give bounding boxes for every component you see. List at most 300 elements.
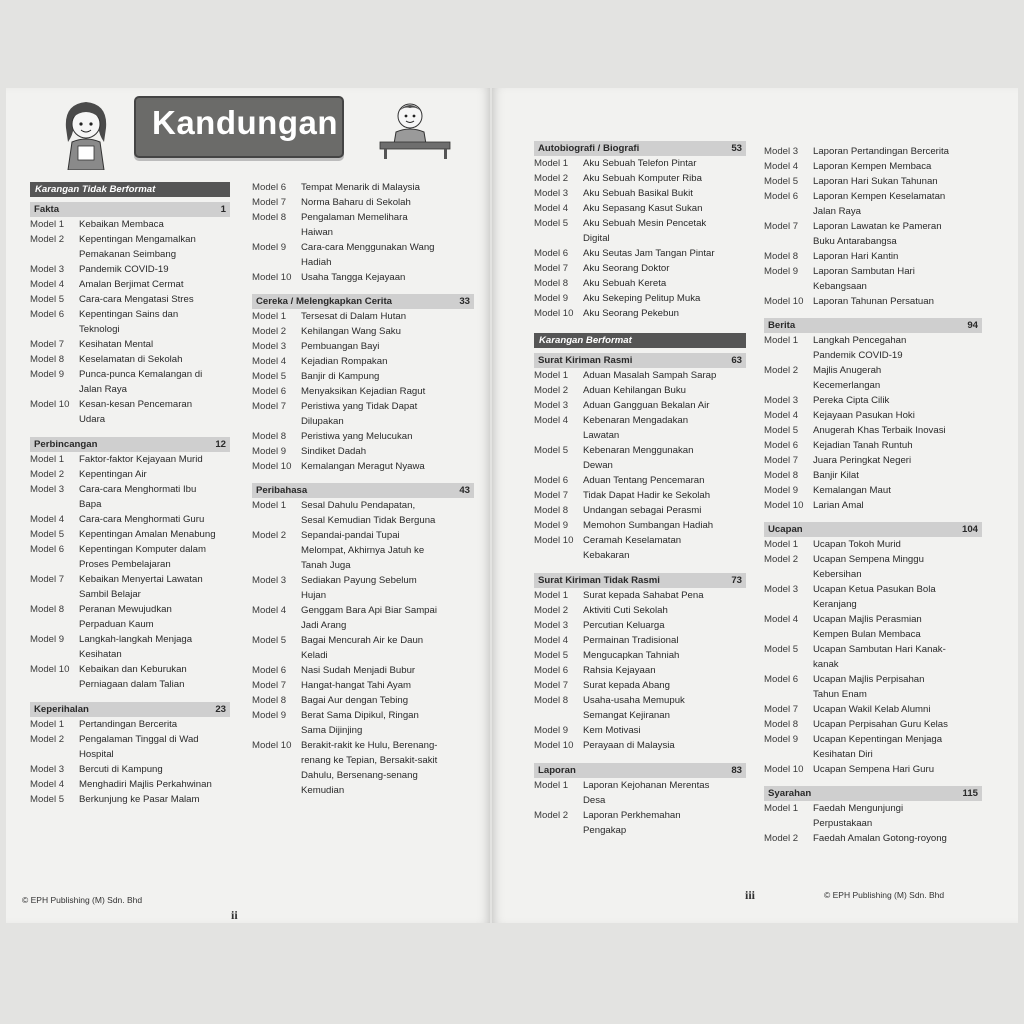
toc-entry — [30, 397, 230, 427]
toc-section-peribahasa — [252, 483, 474, 798]
toc-entry — [252, 180, 474, 195]
toc-entry — [30, 732, 230, 762]
toc-entry — [252, 270, 474, 285]
toc-entry — [534, 663, 746, 678]
model-label: Model 7 — [252, 197, 287, 208]
section-header: Keperihalan 23 — [30, 702, 230, 717]
toc-entry — [534, 201, 746, 216]
toc-section-perbincangan — [30, 437, 230, 692]
entry-title: Kehilangan Wang Saku — [301, 326, 401, 337]
toc-section-cereka — [252, 294, 474, 474]
toc-entry — [30, 367, 230, 397]
toc-entry — [534, 186, 746, 201]
entry-title: Surat kepada Abang — [583, 680, 670, 691]
model-label: Model 4 — [30, 279, 65, 290]
entry-title: Pemakanan Seimbang — [79, 249, 177, 260]
section-page: 104 — [961, 524, 978, 535]
entry-title: Perayaan di Malaysia — [583, 740, 675, 751]
toc-entry — [764, 762, 982, 777]
toc-entry — [30, 632, 230, 662]
page-title: Kandungan — [152, 104, 338, 141]
entry-title: Usaha-usaha Memupuk — [583, 695, 685, 706]
toc-entry — [764, 363, 982, 393]
model-label: Model 10 — [30, 399, 70, 410]
toc-entry — [534, 488, 746, 503]
model-label: Model 2 — [30, 734, 65, 745]
model-label: Model 2 — [534, 810, 569, 821]
entry-title: Berakit-rakit ke Hulu, Berenang- — [301, 740, 438, 751]
entry-title: Langkah Pencegahan — [813, 335, 907, 346]
entry-title: Kemalangan Meragut Nyawa — [301, 461, 425, 472]
model-label: Model 9 — [252, 446, 287, 457]
model-label: Model 7 — [764, 455, 799, 466]
model-label: Model 2 — [30, 234, 65, 245]
toc-entry — [534, 518, 746, 533]
model-label: Model 4 — [764, 614, 799, 625]
entry-title: Teknologi — [79, 324, 120, 335]
model-label: Model 5 — [534, 218, 569, 229]
model-label: Model 2 — [764, 833, 799, 844]
entry-title: Usaha Tangga Kejayaan — [301, 272, 406, 283]
model-label: Model 7 — [30, 339, 65, 350]
toc-section-fakta — [30, 202, 230, 427]
toc-entry — [764, 612, 982, 642]
entry-title: Aduan Tentang Pencemaran — [583, 475, 705, 486]
model-label: Model 7 — [534, 680, 569, 691]
model-label: Model 2 — [30, 469, 65, 480]
section-page: 1 — [220, 204, 226, 215]
toc-entry — [30, 717, 230, 732]
model-label: Model 3 — [252, 341, 287, 352]
entry-title: Tahun Enam — [813, 689, 867, 700]
model-label: Model 7 — [252, 401, 287, 412]
entry-title: Laporan Kempen Keselamatan — [813, 191, 946, 202]
model-label: Model 5 — [764, 644, 799, 655]
entry-title: Dilupakan — [301, 416, 344, 427]
model-label: Model 6 — [30, 544, 65, 555]
toc-entry — [30, 482, 230, 512]
entry-title: Aku Sebuah Komputer Riba — [583, 173, 702, 184]
entry-title: Aku Sebuah Mesin Pencetak — [583, 218, 707, 229]
toc-entry — [764, 219, 982, 249]
toc-entry — [252, 738, 474, 798]
entry-title: Aku Seutas Jam Tangan Pintar — [583, 248, 715, 259]
section-page: 43 — [459, 485, 470, 496]
entry-title: Bercuti di Kampung — [79, 764, 163, 775]
toc-entry — [30, 572, 230, 602]
model-label: Model 10 — [534, 535, 574, 546]
entry-title: Ucapan Sambutan Hari Kanak- — [813, 644, 946, 655]
entry-title: Banjir Kilat — [813, 470, 859, 481]
model-label: Model 8 — [30, 604, 65, 615]
entry-title: Kejadian Tanah Runtuh — [813, 440, 913, 451]
entry-title: Pereka Cipta Cilik — [813, 395, 890, 406]
toc-entry — [252, 459, 474, 474]
model-label: Model 7 — [534, 263, 569, 274]
entry-title: Ucapan Kepentingan Menjaga — [813, 734, 943, 745]
entry-title: Laporan Lawatan ke Pameran — [813, 221, 942, 232]
entry-title: Jadi Arang — [301, 620, 347, 631]
section-page: 94 — [967, 320, 978, 331]
entry-title: Semangat Kejiranan — [583, 710, 670, 721]
model-label: Model 5 — [534, 445, 569, 456]
toc-entry — [764, 438, 982, 453]
toc-entry — [252, 633, 474, 663]
entry-title: Pengalaman Memelihara — [301, 212, 408, 223]
entry-title: Banjir di Kampung — [301, 371, 380, 382]
section-page: 83 — [731, 765, 742, 776]
toc-entry — [764, 393, 982, 408]
entry-title: Digital — [583, 233, 610, 244]
toc-entry — [764, 144, 982, 159]
model-label: Model 3 — [534, 400, 569, 411]
entry-title: Dewan — [583, 460, 613, 471]
model-label: Model 2 — [764, 365, 799, 376]
entry-title: Pertandingan Bercerita — [79, 719, 178, 730]
toc-section-keperihalan-cont — [252, 180, 474, 285]
entry-title: Laporan Hari Kantin — [813, 251, 899, 262]
entry-title: Aduan Kehilangan Buku — [583, 385, 686, 396]
toc-entry — [764, 552, 982, 582]
toc-entry — [764, 702, 982, 717]
model-label: Model 9 — [764, 734, 799, 745]
toc-entry — [252, 498, 474, 528]
entry-title: Kesihatan — [79, 649, 122, 660]
entry-title: Kempen Bulan Membaca — [813, 629, 921, 640]
toc-entry — [534, 216, 746, 246]
toc-entry — [534, 588, 746, 603]
model-label: Model 9 — [252, 242, 287, 253]
toc-entry — [30, 217, 230, 232]
toc-entry — [30, 777, 230, 792]
section-header: Perbincangan 12 — [30, 437, 230, 452]
entry-title: Kepentingan Mengamalkan — [79, 234, 196, 245]
toc-entry — [534, 603, 746, 618]
entry-title: Mengucapkan Tahniah — [583, 650, 680, 661]
toc-column-1 — [30, 182, 230, 809]
toc-entry — [252, 384, 474, 399]
toc-entry — [764, 453, 982, 468]
entry-title: Kebenaran Mengadakan — [583, 415, 689, 426]
model-label: Model 1 — [30, 219, 65, 230]
model-label: Model 10 — [252, 461, 292, 472]
toc-section-tidak-rasmi — [534, 573, 746, 753]
entry-title: Ucapan Ketua Pasukan Bola — [813, 584, 936, 595]
toc-entry — [30, 352, 230, 367]
copyright-footer-right: © EPH Publishing (M) Sdn. Bhd — [824, 890, 945, 900]
entry-title: Laporan Hari Sukan Tahunan — [813, 176, 938, 187]
toc-entry — [764, 483, 982, 498]
toc-entry — [252, 195, 474, 210]
section-header: Cereka / Melengkapkan Cerita 33 — [252, 294, 474, 309]
entry-title: Tidak Dapat Hadir ke Sekolah — [583, 490, 711, 501]
model-label: Model 1 — [252, 500, 287, 511]
entry-title: Ucapan Majlis Perasmian — [813, 614, 922, 625]
model-label: Model 3 — [534, 188, 569, 199]
model-label: Model 8 — [764, 251, 799, 262]
model-label: Model 10 — [30, 664, 70, 675]
toc-entry — [252, 339, 474, 354]
entry-title: Kebangsaan — [813, 281, 867, 292]
group-header-tidak-berformat: Karangan Tidak Berformat — [30, 182, 230, 197]
toc-column-2 — [252, 180, 474, 800]
section-page: 33 — [459, 296, 470, 307]
toc-entry — [252, 444, 474, 459]
model-label: Model 1 — [30, 454, 65, 465]
entry-title: Sambil Belajar — [79, 589, 141, 600]
toc-entry — [764, 174, 982, 189]
toc-entry — [764, 264, 982, 294]
model-label: Model 9 — [534, 725, 569, 736]
entry-title: Aduan Gangguan Bekalan Air — [583, 400, 710, 411]
entry-title: Laporan Perkhemahan — [583, 810, 681, 821]
model-label: Model 10 — [764, 296, 804, 307]
toc-section-laporan — [534, 763, 746, 838]
entry-title: Sindiket Dadah — [301, 446, 367, 457]
model-label: Model 4 — [534, 635, 569, 646]
entry-title: Pembuangan Bayi — [301, 341, 380, 352]
entry-title: Aduan Masalah Sampah Sarap — [583, 370, 717, 381]
section-header: Peribahasa 43 — [252, 483, 474, 498]
toc-entry — [534, 306, 746, 321]
entry-title: Laporan Tahunan Persatuan — [813, 296, 934, 307]
toc-entry — [764, 468, 982, 483]
toc-entry — [252, 354, 474, 369]
model-label: Model 4 — [534, 415, 569, 426]
entry-title: Kejadian Rompakan — [301, 356, 388, 367]
toc-entry — [764, 159, 982, 174]
model-label: Model 6 — [534, 248, 569, 259]
entry-title: Proses Pembelajaran — [79, 559, 171, 570]
left-page — [6, 88, 490, 923]
entry-title: Laporan Kejohanan Merentas — [583, 780, 710, 791]
toc-entry — [764, 642, 982, 672]
toc-entry — [534, 156, 746, 171]
entry-title: Tempat Menarik di Malaysia — [301, 182, 420, 193]
entry-title: Bapa — [79, 499, 102, 510]
entry-title: Peristiwa yang Melucukan — [301, 431, 413, 442]
entry-title: Pandemik COVID-19 — [79, 264, 169, 275]
entry-title: Kemudian — [301, 785, 345, 796]
entry-title: Kesan-kesan Pencemaran — [79, 399, 193, 410]
entry-title: Sesal Dahulu Pendapatan, — [301, 500, 416, 511]
model-label: Model 5 — [252, 635, 287, 646]
model-label: Model 7 — [252, 680, 287, 691]
model-label: Model 2 — [534, 605, 569, 616]
model-label: Model 6 — [534, 475, 569, 486]
entry-title: Haiwan — [301, 227, 333, 238]
entry-title: Aku Sekeping Pelitup Muka — [583, 293, 701, 304]
entry-title: Keselamatan di Sekolah — [79, 354, 183, 365]
model-label: Model 1 — [764, 335, 799, 346]
toc-section-autobiografi — [534, 141, 746, 321]
entry-title: Percutian Keluarga — [583, 620, 665, 631]
model-label: Model 9 — [764, 485, 799, 496]
toc-section-syarahan — [764, 786, 982, 846]
entry-title: Kesihatan Mental — [79, 339, 154, 350]
toc-entry — [252, 210, 474, 240]
model-label: Model 4 — [30, 779, 65, 790]
toc-entry — [252, 663, 474, 678]
entry-title: Lawatan — [583, 430, 620, 441]
entry-title: Kepentingan Sains dan — [79, 309, 179, 320]
model-label: Model 9 — [30, 369, 65, 380]
toc-entry — [764, 582, 982, 612]
entry-title: Rahsia Kejayaan — [583, 665, 656, 676]
model-label: Model 3 — [30, 484, 65, 495]
entry-title: Kecemerlangan — [813, 380, 881, 391]
toc-column-4 — [764, 144, 982, 848]
toc-entry — [30, 467, 230, 482]
model-label: Model 1 — [764, 803, 799, 814]
entry-title: Cara-cara Menghormati Guru — [79, 514, 205, 525]
entry-title: Norma Baharu di Sekolah — [301, 197, 411, 208]
boy-illustration — [376, 98, 454, 160]
model-label: Model 6 — [252, 665, 287, 676]
model-label: Model 5 — [534, 650, 569, 661]
entry-title: Aku Seorang Doktor — [583, 263, 670, 274]
model-label: Model 4 — [764, 410, 799, 421]
toc-entry — [534, 503, 746, 518]
section-header: Fakta 1 — [30, 202, 230, 217]
entry-title: Ceramah Keselamatan — [583, 535, 682, 546]
section-header: Surat Kiriman Rasmi 63 — [534, 353, 746, 368]
entry-title: Kejayaan Pasukan Hoki — [813, 410, 915, 421]
entry-title: Anugerah Khas Terbaik Inovasi — [813, 425, 946, 436]
section-header: Syarahan 115 — [764, 786, 982, 801]
entry-title: Kebaikan Menyertai Lawatan — [79, 574, 203, 585]
entry-title: Keladi — [301, 650, 328, 661]
model-label: Model 1 — [764, 539, 799, 550]
section-header: Laporan 83 — [534, 763, 746, 778]
model-label: Model 8 — [534, 505, 569, 516]
model-label: Model 4 — [534, 203, 569, 214]
entry-title: Ucapan Sempena Hari Guru — [813, 764, 935, 775]
entry-title: Ucapan Perpisahan Guru Kelas — [813, 719, 948, 730]
entry-title: Menghadiri Majlis Perkahwinan — [79, 779, 212, 790]
toc-entry — [764, 408, 982, 423]
entry-title: Faktor-faktor Kejayaan Murid — [79, 454, 203, 465]
toc-entry — [30, 762, 230, 777]
toc-entry — [764, 189, 982, 219]
group-header-berformat: Karangan Berformat — [534, 333, 746, 348]
toc-entry — [764, 672, 982, 702]
entry-title: Berkunjung ke Pasar Malam — [79, 794, 200, 805]
page-number-right: iii — [745, 888, 756, 902]
toc-entry — [252, 240, 474, 270]
toc-entry — [252, 309, 474, 324]
section-header: Surat Kiriman Tidak Rasmi 73 — [534, 573, 746, 588]
toc-entry — [30, 262, 230, 277]
entry-title: Sediakan Payung Sebelum — [301, 575, 417, 586]
copyright-footer-left: © EPH Publishing (M) Sdn. Bhd — [22, 895, 143, 905]
section-page: 12 — [215, 439, 226, 450]
entry-title: Pengalaman Tinggal di Wad — [79, 734, 199, 745]
toc-entry — [30, 527, 230, 542]
entry-title: Aku Sepasang Kasut Sukan — [583, 203, 703, 214]
entry-title: Hujan — [301, 590, 327, 601]
toc-entry — [534, 473, 746, 488]
toc-entry — [30, 307, 230, 337]
model-label: Model 9 — [534, 293, 569, 304]
section-page: 23 — [215, 704, 226, 715]
toc-entry — [534, 171, 746, 186]
entry-title: Hospital — [79, 749, 114, 760]
model-label: Model 2 — [252, 326, 287, 337]
toc-entry — [764, 537, 982, 552]
entry-title: Kebaikan dan Keburukan — [79, 664, 187, 675]
toc-entry — [252, 369, 474, 384]
toc-entry — [534, 398, 746, 413]
toc-entry — [30, 512, 230, 527]
model-label: Model 5 — [764, 176, 799, 187]
toc-entry — [764, 249, 982, 264]
model-label: Model 10 — [534, 308, 574, 319]
model-label: Model 9 — [764, 266, 799, 277]
model-label: Model 8 — [764, 719, 799, 730]
entry-title: Desa — [583, 795, 606, 806]
entry-title: Tersesat di Dalam Hutan — [301, 311, 407, 322]
toc-entry — [534, 368, 746, 383]
toc-entry — [764, 732, 982, 762]
model-label: Model 10 — [764, 764, 804, 775]
entry-title: Genggam Bara Api Biar Sampai — [301, 605, 437, 616]
toc-entry — [30, 452, 230, 467]
model-label: Model 6 — [534, 665, 569, 676]
toc-entry — [252, 678, 474, 693]
entry-title: Faedah Mengunjungi — [813, 803, 904, 814]
toc-entry — [30, 232, 230, 262]
entry-title: Jalan Raya — [813, 206, 861, 217]
entry-title: Pandemik COVID-19 — [813, 350, 903, 361]
entry-title: Punca-punca Kemalangan di — [79, 369, 203, 380]
toc-entry — [764, 801, 982, 831]
model-label: Model 3 — [30, 264, 65, 275]
entry-title: Kepentingan Amalan Menabung — [79, 529, 216, 540]
entry-title: Peristiwa yang Tidak Dapat — [301, 401, 418, 412]
toc-entry — [534, 633, 746, 648]
model-label: Model 6 — [252, 386, 287, 397]
entry-title: Aku Sebuah Kereta — [583, 278, 667, 289]
entry-title: Laporan Kempen Membaca — [813, 161, 932, 172]
model-label: Model 4 — [252, 356, 287, 367]
toc-entry — [534, 443, 746, 473]
toc-entry — [252, 399, 474, 429]
toc-entry — [534, 693, 746, 723]
entry-title: Perniagaan dalam Talian — [79, 679, 185, 690]
entry-title: Majlis Anugerah — [813, 365, 882, 376]
entry-title: Hangat-hangat Tahi Ayam — [301, 680, 412, 691]
entry-title: Faedah Amalan Gotong-royong — [813, 833, 947, 844]
entry-title: Bagai Mencurah Air ke Daun — [301, 635, 424, 646]
entry-title: Aku Sebuah Basikal Bukit — [583, 188, 693, 199]
toc-entry — [534, 533, 746, 563]
model-label: Model 6 — [252, 182, 287, 193]
model-label: Model 6 — [764, 674, 799, 685]
model-label: Model 9 — [534, 520, 569, 531]
toc-entry — [252, 693, 474, 708]
model-label: Model 2 — [534, 173, 569, 184]
entry-title: Kebenaran Menggunakan — [583, 445, 694, 456]
entry-title: Buku Antarabangsa — [813, 236, 897, 247]
toc-entry — [764, 333, 982, 363]
model-label: Model 8 — [764, 470, 799, 481]
model-label: Model 4 — [764, 161, 799, 172]
model-label: Model 6 — [30, 309, 65, 320]
entry-title: Surat kepada Sahabat Pena — [583, 590, 704, 601]
entry-title: Langkah-langkah Menjaga — [79, 634, 193, 645]
toc-section-laporan-cont — [764, 144, 982, 309]
